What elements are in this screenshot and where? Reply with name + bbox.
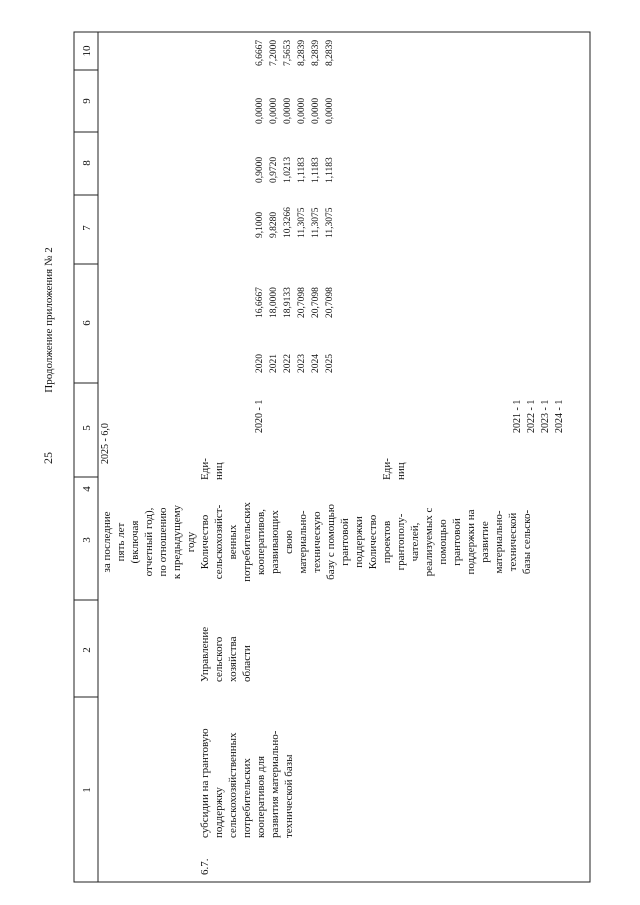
year-value: 2020 — [255, 354, 265, 373]
col-number-10: 10 — [81, 45, 93, 57]
target-values-cell — [100, 400, 565, 464]
indicator-2-line-11: технической — [507, 512, 519, 572]
col5-bottom-value-2: 2022 - 1 — [526, 399, 537, 433]
unit-cells — [199, 458, 407, 480]
executor-line-1: Управление — [199, 626, 211, 682]
indicator-top-line-6: к предыдущему — [171, 504, 183, 580]
indicator-2-line-5: реализуемых с — [423, 507, 435, 577]
indicator-1-line-1: Количество — [199, 514, 211, 570]
col7-value: 11,3075 — [311, 207, 321, 238]
unit-1-line-2: ниц — [213, 462, 225, 480]
indicator-2-line-12: базы сельско- — [521, 509, 533, 575]
executor-line-4: области — [241, 645, 253, 682]
col5-row1-value: 2020 - 1 — [254, 399, 265, 433]
col10-value: 6,6667 — [255, 39, 265, 66]
col5-top-value: 2025 - 6,0 — [100, 423, 111, 464]
col-number-4: 4 — [81, 486, 93, 492]
executor-line-3: хозяйства — [227, 636, 239, 682]
col-number-5: 5 — [81, 425, 93, 431]
indicator-2-line-10: материально- — [493, 510, 505, 574]
row-name-line-6: развития материально- — [269, 730, 281, 838]
row-name-cell — [199, 728, 295, 875]
col6-value: 18,0000 — [269, 287, 279, 318]
col9-value: 0,0000 — [269, 97, 279, 124]
col9-value: 0,0000 — [297, 97, 307, 124]
indicator-2-line-6: помощью — [437, 519, 449, 565]
col6-value: 20,7098 — [297, 287, 307, 318]
col9-values — [255, 98, 335, 124]
row-name-line-5: кооперативов для — [255, 755, 267, 838]
col-number-8: 8 — [81, 160, 93, 166]
unit-2-line-2: ниц — [395, 462, 407, 480]
indicator-2-cell — [367, 508, 533, 577]
indicator-top-line-3: (включая — [129, 520, 141, 564]
executor-line-2: сельского — [213, 636, 225, 682]
col6-value: 18,9133 — [283, 287, 293, 318]
indicator-1-line-12: поддержки — [353, 516, 365, 568]
col9-value: 0,0000 — [283, 97, 293, 124]
indicator-1-line-10: базу с помощью — [325, 504, 337, 580]
col10-value: 8,2839 — [297, 39, 307, 66]
indicator-1-line-8: материально- — [297, 510, 309, 574]
year-value: 2025 — [325, 354, 335, 373]
indicator-2-line-9: развитие — [479, 521, 491, 563]
indicator-1-line-7: свою — [283, 530, 295, 554]
col7-value: 9,8280 — [269, 211, 279, 238]
col7-value: 11,3075 — [325, 207, 335, 238]
col6-value: 16,6667 — [255, 287, 265, 318]
indicator-top-cell — [101, 504, 197, 579]
col6-values — [255, 287, 335, 318]
col9-value: 0,0000 — [325, 97, 335, 124]
indicator-2-line-4: чателей, — [409, 522, 421, 562]
col5-bottom-value-4: 2024 - 1 — [554, 399, 565, 433]
year-value: 2021 — [269, 354, 279, 373]
col5-bottom-value-1: 2021 - 1 — [512, 399, 523, 433]
row-name-line-7: технической базы — [283, 754, 295, 838]
col7-value: 9,1000 — [255, 211, 265, 238]
row-number: 6.7. — [199, 858, 211, 875]
col6-value: 20,7098 — [325, 287, 335, 318]
col10-value: 7,5653 — [283, 39, 293, 66]
indicator-top-line-5: по отношению — [157, 507, 169, 577]
col8-value: 1,1183 — [311, 157, 321, 183]
indicator-top-line-2: пять лет — [115, 522, 127, 562]
indicator-1-line-5: кооперативов, — [255, 509, 267, 575]
indicator-1-line-3: венных — [227, 524, 239, 560]
col10-values — [255, 40, 335, 66]
col-number-9: 9 — [81, 98, 93, 104]
unit-2-line-1: Еди- — [381, 458, 393, 480]
col8-value: 1,1183 — [297, 157, 307, 183]
row-name-line-1: субсидии на грантовую — [199, 728, 211, 838]
col5-bottom-value-3: 2023 - 1 — [540, 399, 551, 433]
continuation-note: Продолжение приложения № 2 — [43, 247, 55, 393]
col6-value: 20,7098 — [311, 287, 321, 318]
indicator-top-line-1: за последние — [101, 511, 113, 573]
col10-value: 8,2839 — [325, 39, 335, 66]
indicator-1-line-4: потребительских — [241, 502, 253, 582]
col9-value: 0,0000 — [311, 97, 321, 124]
col-number-1: 1 — [81, 787, 93, 793]
col8-values — [255, 157, 335, 183]
page-number: 25 — [41, 452, 55, 464]
col-number-6: 6 — [81, 320, 93, 326]
indicator-top-line-4: отчетный год), — [143, 507, 155, 577]
indicator-2-line-8: поддержки на — [465, 509, 477, 575]
column-numbers — [81, 45, 93, 793]
col10-value: 7,2000 — [269, 39, 279, 66]
col8-value: 1,1183 — [325, 157, 335, 183]
year-value: 2023 — [297, 354, 307, 373]
indicator-2-line-1: Количество — [367, 514, 379, 570]
row-name-line-3: сельскохозяйственных — [227, 732, 239, 838]
col-number-2: 2 — [81, 647, 93, 653]
executor-cell — [199, 627, 253, 682]
col-number-7: 7 — [81, 225, 93, 231]
row-name-line-4: потребительских — [241, 758, 253, 838]
year-value: 2022 — [283, 354, 293, 373]
indicator-1-line-11: грантовой — [339, 518, 351, 566]
indicator-1-line-6: развивающих — [269, 510, 281, 574]
indicator-2-line-3: грантополу- — [395, 513, 407, 571]
col7-value: 11,3075 — [297, 207, 307, 238]
col10-value: 8,2839 — [311, 39, 321, 66]
indicator-top-line-7: году — [185, 531, 197, 553]
col-number-3: 3 — [81, 537, 93, 543]
indicator-2-line-2: проектов — [381, 520, 393, 564]
col8-value: 0,9720 — [269, 156, 279, 183]
col8-value: 0,9000 — [255, 156, 265, 183]
indicator-1-cell — [199, 502, 365, 582]
col7-values — [255, 207, 335, 238]
row-name-line-2: поддержку — [213, 787, 225, 838]
col9-value: 0,0000 — [255, 97, 265, 124]
indicator-1-line-9: техническую — [311, 511, 323, 573]
years-column — [255, 354, 335, 373]
col7-value: 10,3266 — [283, 207, 293, 238]
year-value: 2024 — [311, 354, 321, 373]
col8-value: 1,0213 — [283, 156, 293, 183]
indicator-2-line-7: грантовой — [451, 518, 463, 566]
unit-1-line-1: Еди- — [199, 458, 211, 480]
indicator-1-line-2: сельскохозяйст- — [213, 504, 225, 580]
